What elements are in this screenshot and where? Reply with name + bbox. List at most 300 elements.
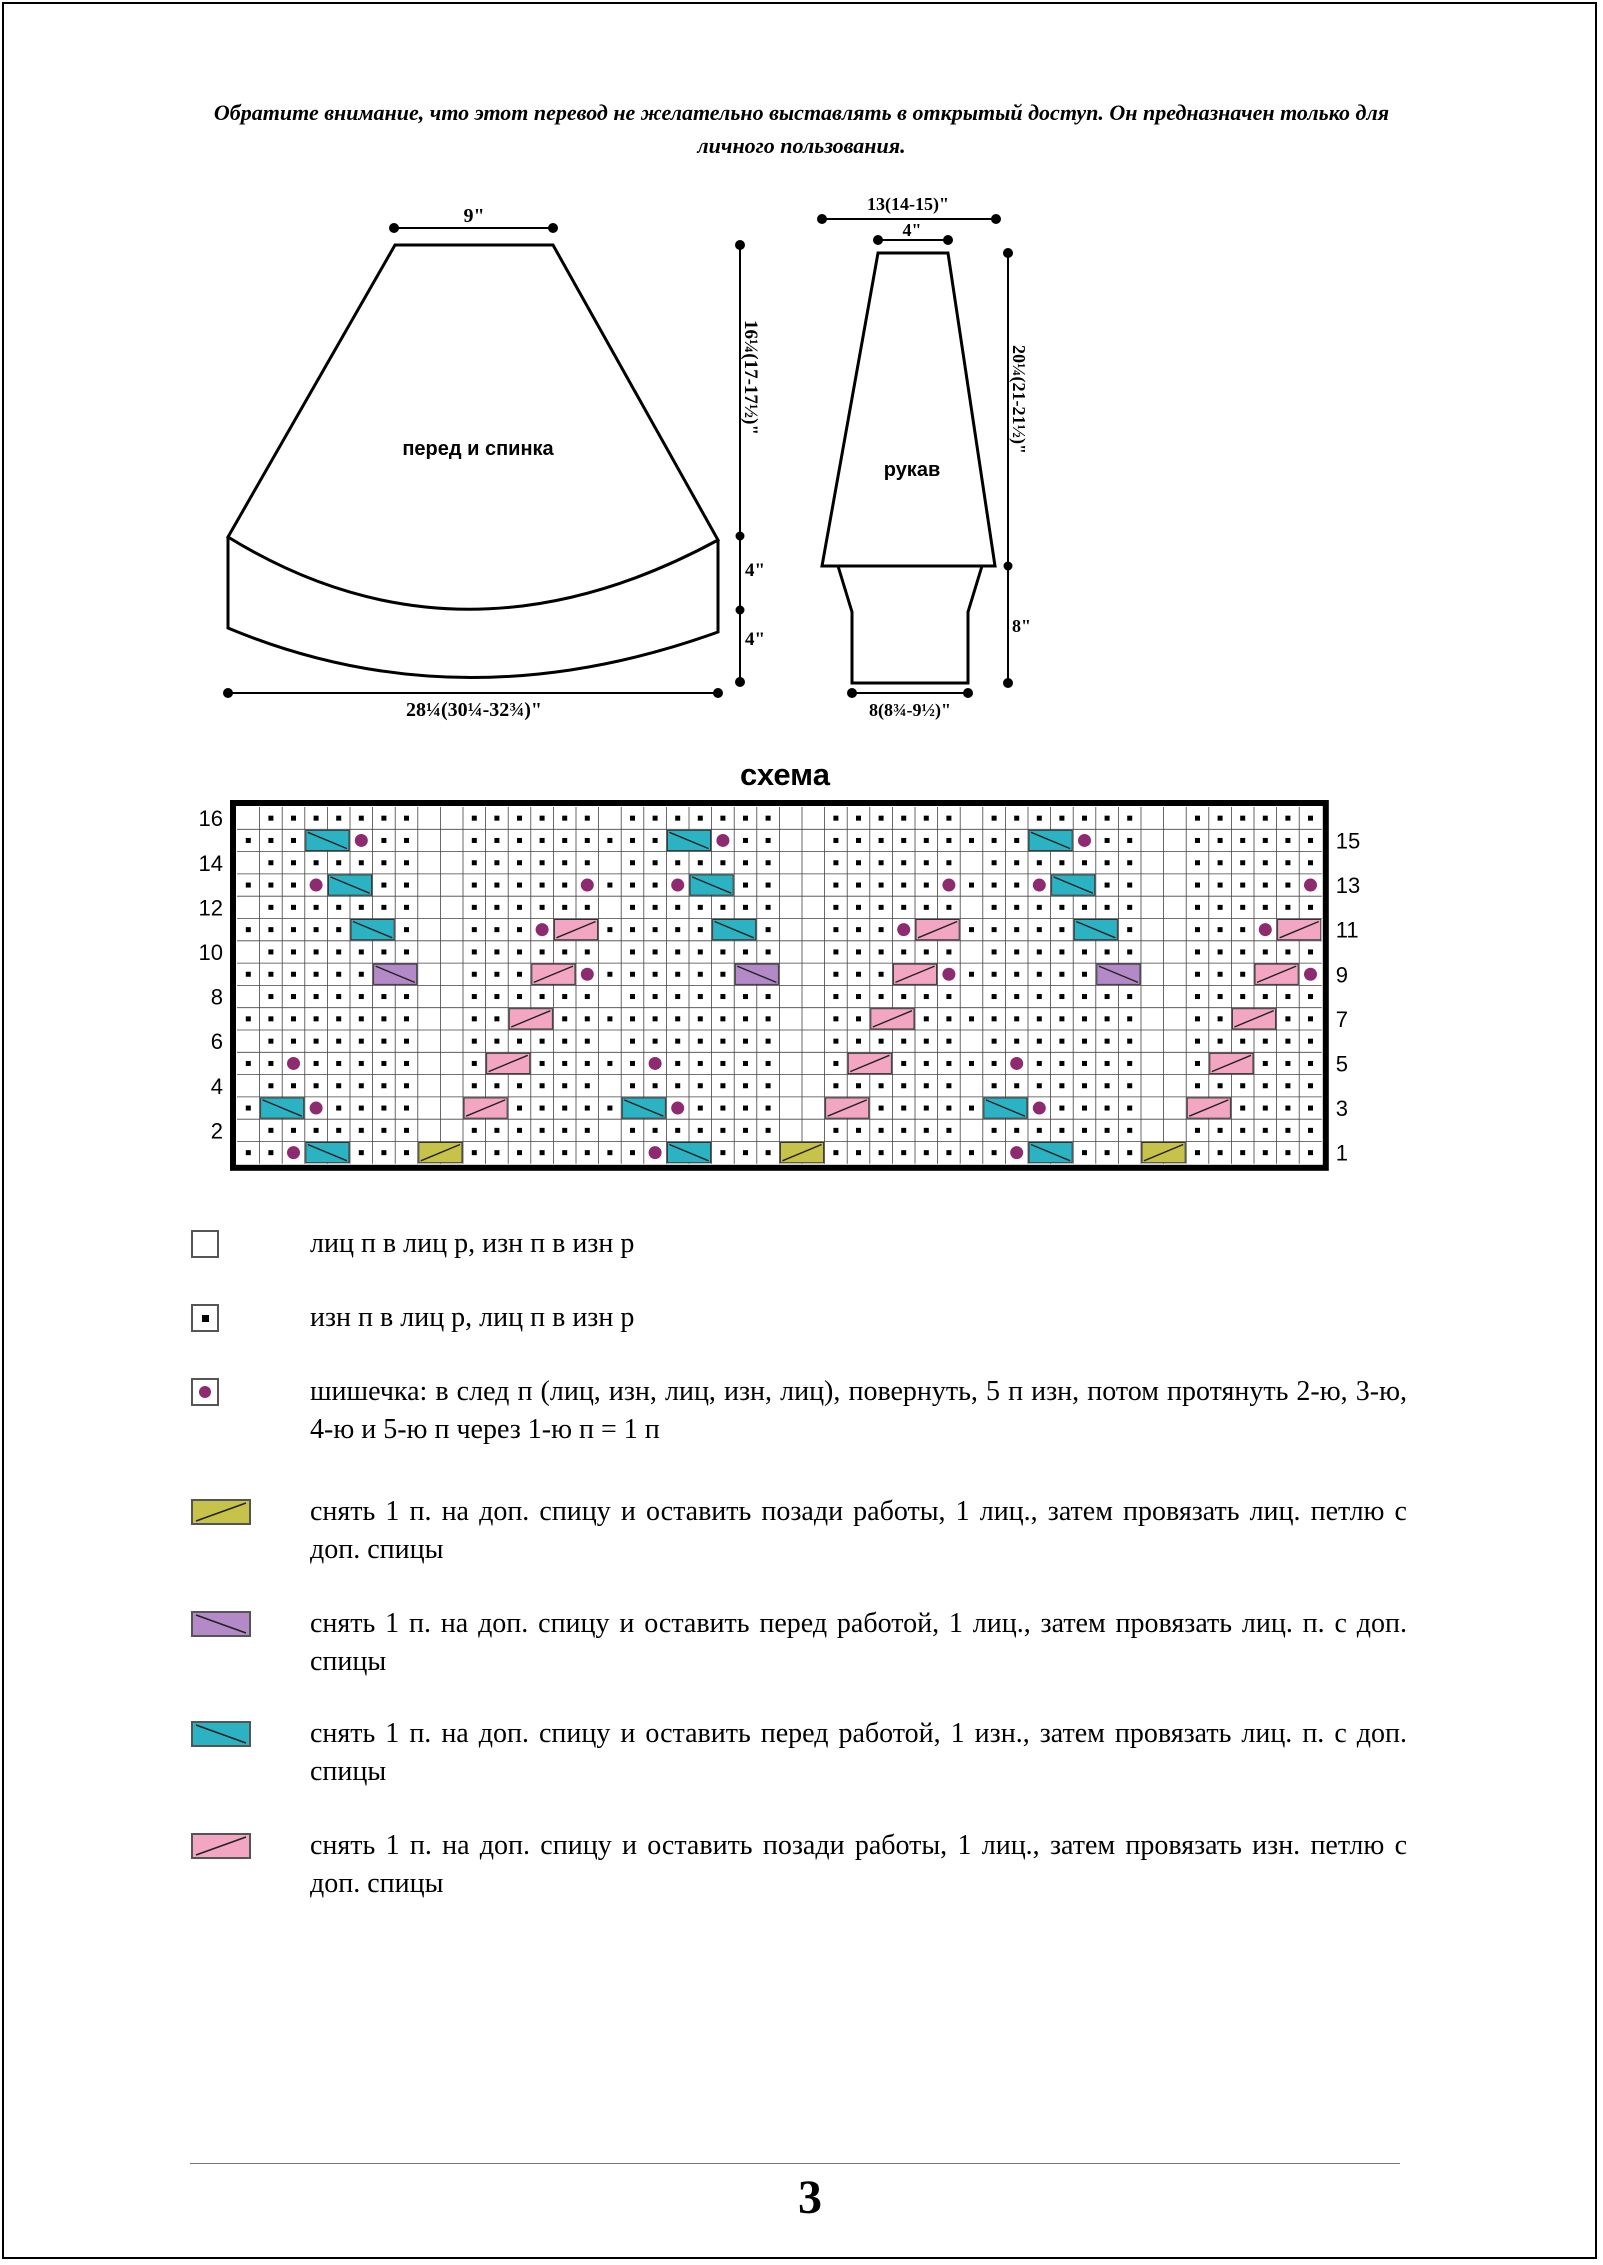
purl-dot [1240,972,1245,977]
purl-dot [1195,994,1200,999]
purl-dot [268,1083,273,1088]
purl-dot [743,860,748,865]
purl-dot [766,860,771,865]
purl-dot [1218,838,1223,843]
purl-dot [517,1083,522,1088]
purl-dot [562,1016,567,1021]
purl-dot [743,838,748,843]
purl-dot [291,838,296,843]
purl-dot [517,927,522,932]
purl-dot [404,1150,409,1155]
purl-dot [404,816,409,821]
purl-dot [291,883,296,888]
purl-dot [494,905,499,910]
purl-dot [472,949,477,954]
purl-dot [1014,816,1019,821]
purl-dot [833,949,838,954]
purl-dot [1263,1106,1268,1111]
purl-dot [743,816,748,821]
purl-dot [1014,972,1019,977]
purl-dot [1195,1150,1200,1155]
purl-dot [1195,1016,1200,1021]
purl-dot [268,1061,273,1066]
purl-dot [653,972,658,977]
purl-dot [1127,927,1132,932]
purl-dot [833,927,838,932]
purl-dot [1059,1083,1064,1088]
purl-dot [1037,927,1042,932]
purl-dot [743,1150,748,1155]
purl-dot [404,994,409,999]
purl-dot [472,1150,477,1155]
purl-dot [1240,1039,1245,1044]
purl-dot [291,1128,296,1133]
purl-dot [856,927,861,932]
purl-dot [879,905,884,910]
purl-dot [359,905,364,910]
purl-dot [607,838,612,843]
purl-dot [562,949,567,954]
purl-dot [1127,838,1132,843]
purl-dot [630,994,635,999]
purl-dot [879,1039,884,1044]
purl-dot [720,1016,725,1021]
purl-dot [720,1128,725,1133]
purl-dot [336,1016,341,1021]
purl-dot [766,1083,771,1088]
purl-dot [1127,1150,1132,1155]
purl-dot [901,860,906,865]
purl-dot [1014,1039,1019,1044]
purl-dot [1308,1150,1313,1155]
purl-dot [1082,1016,1087,1021]
purl-dot [540,949,545,954]
purl-dot [698,1083,703,1088]
purl-dot [630,1083,635,1088]
purl-dot [562,838,567,843]
bobble-mark [942,968,955,981]
purl-dot [359,1150,364,1155]
row-label-right: 1 [1335,1140,1349,1166]
purl-dot [1014,905,1019,910]
purl-dot [901,1083,906,1088]
purl-dot [698,816,703,821]
purl-dot [1127,1106,1132,1111]
purl-dot [562,1106,567,1111]
purl-dot [562,816,567,821]
page-number: 3 [798,2171,822,2224]
purl-dot [607,1061,612,1066]
purl-dot [562,1083,567,1088]
purl-dot [630,883,635,888]
purl-dot [946,860,951,865]
purl-dot [540,883,545,888]
purl-dot [1240,1083,1245,1088]
purl-dot [992,1039,997,1044]
purl-dot [246,838,251,843]
purl-dot [607,1016,612,1021]
purl-dot [1037,1039,1042,1044]
purl-dot [1195,816,1200,821]
row-label-right: 15 [1335,828,1361,854]
purl-dot [743,1016,748,1021]
purl-dot [946,816,951,821]
purl-dot [1127,1061,1132,1066]
purl-dot [698,994,703,999]
purl-dot [856,860,861,865]
purl-dot [766,816,771,821]
purl-dot [1037,949,1042,954]
purl-dot [494,1083,499,1088]
purl-dot [675,1061,680,1066]
purl-dot [1218,949,1223,954]
purl-dot [653,1128,658,1133]
purl-dot [833,1039,838,1044]
purl-dot [268,883,273,888]
legend-item [190,1225,1407,1263]
purl-dot [246,1106,251,1111]
purl-dot [924,1061,929,1066]
purl-dot [314,927,319,932]
purl-dot [675,1016,680,1021]
purl-dot [268,972,273,977]
purl-dot [291,1039,296,1044]
purl-dot [1059,1016,1064,1021]
purl-dot [540,1039,545,1044]
purl-dot [924,838,929,843]
purl-dot [472,1039,477,1044]
purl-dot [698,905,703,910]
purl-dot [404,860,409,865]
purl-dot [833,994,838,999]
purl-dot [856,972,861,977]
purl-dot [291,927,296,932]
purl-dot [698,927,703,932]
purl-dot [472,927,477,932]
purl-dot [630,1016,635,1021]
purl-dot [1218,972,1223,977]
sleeve-label: рукав [883,459,941,481]
purl-dot [404,949,409,954]
purl-dot [1105,816,1110,821]
chart-grid [233,803,1326,1168]
purl-dot [336,1039,341,1044]
legend-pink-icon [190,1831,254,1859]
purl-dot [992,905,997,910]
purl-dot [946,1106,951,1111]
purl-dot [1308,1128,1313,1133]
purl-dot [359,1106,364,1111]
purl-dot [1037,1061,1042,1066]
purl-dot [291,1016,296,1021]
purl-dot [856,1016,861,1021]
row-label-left: 10 [198,939,223,965]
purl-dot [675,1128,680,1133]
purl-dot [268,949,273,954]
purl-dot [653,816,658,821]
legend-item [190,1299,1407,1337]
purl-dot [992,1150,997,1155]
purl-dot [879,1083,884,1088]
purl-dot [1014,1083,1019,1088]
purl-dot [856,816,861,821]
purl-dot [517,883,522,888]
purl-dot [1195,1061,1200,1066]
purl-dot [946,1061,951,1066]
bobble-mark [310,879,323,892]
purl-dot [1195,972,1200,977]
purl-dot [630,1150,635,1155]
purl-dot [246,927,251,932]
purl-dot [698,1039,703,1044]
purl-dot [766,949,771,954]
purl-dot [540,816,545,821]
bobble-mark [716,834,729,847]
purl-dot [653,994,658,999]
purl-dot [766,1016,771,1021]
purl-dot [856,905,861,910]
bobble-mark [1078,834,1091,847]
purl-dot [540,1083,545,1088]
purl-dot [743,1061,748,1066]
body-piece-label: перед и спинка [402,438,554,460]
purl-dot [992,994,997,999]
purl-dot [246,972,251,977]
purl-dot [653,927,658,932]
purl-dot [1082,949,1087,954]
purl-dot [1218,994,1223,999]
purl-dot [766,1150,771,1155]
purl-dot [1082,1061,1087,1066]
purl-dot [1195,860,1200,865]
purl-dot [359,816,364,821]
purl-dot [336,905,341,910]
sleeve-cuff-width: 8(8¾-9½)" [869,700,951,720]
purl-dot [314,1016,319,1021]
purl-dot [924,860,929,865]
purl-dot [946,905,951,910]
purl-dot [698,860,703,865]
purl-dot [268,1016,273,1021]
purl-dot [856,949,861,954]
purl-dot [856,883,861,888]
purl-dot [585,860,590,865]
purl-dot [1105,1039,1110,1044]
purl-dot [585,1016,590,1021]
purl-dot [1105,1083,1110,1088]
purl-dot [1218,1128,1223,1133]
purl-dot [1308,860,1313,865]
purl-dot [630,927,635,932]
purl-dot [268,1039,273,1044]
purl-dot [472,994,477,999]
row-label-left: 8 [210,984,223,1010]
purl-dot [766,1061,771,1066]
purl-dot [675,927,680,932]
purl-dot [585,838,590,843]
purl-dot [901,1061,906,1066]
purl-dot [720,816,725,821]
purl-dot [291,816,296,821]
purl-dot [766,1106,771,1111]
purl-dot [404,1128,409,1133]
purl-dot [698,1061,703,1066]
purl-dot [1059,816,1064,821]
bobble-mark [310,1102,323,1115]
legend-item [190,1715,1407,1791]
purl-dot [359,949,364,954]
purl-dot [404,883,409,888]
purl-dot [1037,1016,1042,1021]
sleeve-outer-width: 13(14-15)" [867,194,949,214]
purl-dot [336,1083,341,1088]
purl-dot [879,972,884,977]
purl-dot [381,816,386,821]
purl-dot [494,1039,499,1044]
purl-dot [517,1106,522,1111]
purl-dot [1082,905,1087,910]
purl-dot [630,905,635,910]
purl-dot [675,1039,680,1044]
purl-dot [517,1128,522,1133]
purl-dot [1014,838,1019,843]
purl-dot [291,972,296,977]
purl-dot [607,927,612,932]
purl-dot [1308,1083,1313,1088]
purl-dot [1105,860,1110,865]
purl-dot [1308,1039,1313,1044]
purl-dot [1059,1039,1064,1044]
purl-dot [743,949,748,954]
purl-dot [1240,838,1245,843]
purl-dot [540,1061,545,1066]
purl-dot [472,1083,477,1088]
purl-dot [879,1128,884,1133]
purl-dot [540,1106,545,1111]
purl-dot [336,972,341,977]
purl-dot [924,1128,929,1133]
purl-dot [1218,1083,1223,1088]
purl-dot [1240,816,1245,821]
purl-dot [359,1083,364,1088]
bobble-mark [536,923,549,936]
purl-dot [698,1106,703,1111]
purl-dot [1059,860,1064,865]
purl-dot [268,1150,273,1155]
purl-dot [494,816,499,821]
purl-dot [336,860,341,865]
legend-item [190,1605,1407,1681]
purl-dot [901,1150,906,1155]
purl-dot [856,838,861,843]
purl-dot [1263,1150,1268,1155]
purl-dot [314,816,319,821]
purl-dot [698,1128,703,1133]
purl-dot [630,860,635,865]
bobble-mark [671,879,684,892]
purl-dot [494,1016,499,1021]
purl-dot [675,949,680,954]
purl-dot [1059,905,1064,910]
bobble-mark [581,879,594,892]
purl-dot [1082,860,1087,865]
bobble-mark [355,834,368,847]
row-label-right: 11 [1335,917,1359,943]
purl-dot [1082,972,1087,977]
purl-dot [1105,1061,1110,1066]
purl-dot [630,1128,635,1133]
legend-teal-icon [190,1719,254,1747]
purl-dot [1240,927,1245,932]
purl-dot [1037,860,1042,865]
purl-dot [1082,1106,1087,1111]
bobble-mark [649,1057,662,1070]
purl-dot [992,838,997,843]
purl-dot [517,994,522,999]
purl-dot [969,883,974,888]
purl-dot [1240,905,1245,910]
purl-dot [381,860,386,865]
footer-rule [190,2163,1400,2164]
purl-dot [879,816,884,821]
row-label-right: 13 [1335,873,1361,899]
purl-dot [901,1039,906,1044]
purl-dot [630,1061,635,1066]
purl-dot [314,1061,319,1066]
purl-dot [314,860,319,865]
row-label-left: 16 [198,806,223,832]
purl-dot [540,860,545,865]
purl-dot [901,949,906,954]
purl-dot [1037,905,1042,910]
purl-dot [766,883,771,888]
purl-dot [1285,883,1290,888]
purl-dot [901,1106,906,1111]
purl-dot [1240,994,1245,999]
purl-dot [314,972,319,977]
purl-dot [404,1106,409,1111]
purl-dot [1127,1039,1132,1044]
body-top-width: 9" [463,205,485,227]
purl-dot [1105,883,1110,888]
row-label-left: 12 [198,895,223,921]
purl-dot [1105,1150,1110,1155]
purl-dot [833,883,838,888]
purl-dot [1127,1083,1132,1088]
purl-dot [833,1083,838,1088]
purl-dot [1308,949,1313,954]
purl-dot [472,905,477,910]
legend-empty-icon [190,1229,220,1257]
purl-dot [1105,949,1110,954]
purl-dot [359,1039,364,1044]
purl-dot [404,1016,409,1021]
purl-dot [494,994,499,999]
chart-title: схема [740,757,830,792]
purl-dot [291,1083,296,1088]
purl-dot [1082,816,1087,821]
sleeve-top-width: 4" [902,220,922,240]
purl-dot [653,949,658,954]
purl-dot [1285,1106,1290,1111]
body-band-lower: 4" [745,629,766,650]
purl-dot [562,860,567,865]
purl-dot [472,816,477,821]
purl-dot [314,1083,319,1088]
purl-dot [856,994,861,999]
purl-dot [1263,816,1268,821]
purl-dot [314,1128,319,1133]
